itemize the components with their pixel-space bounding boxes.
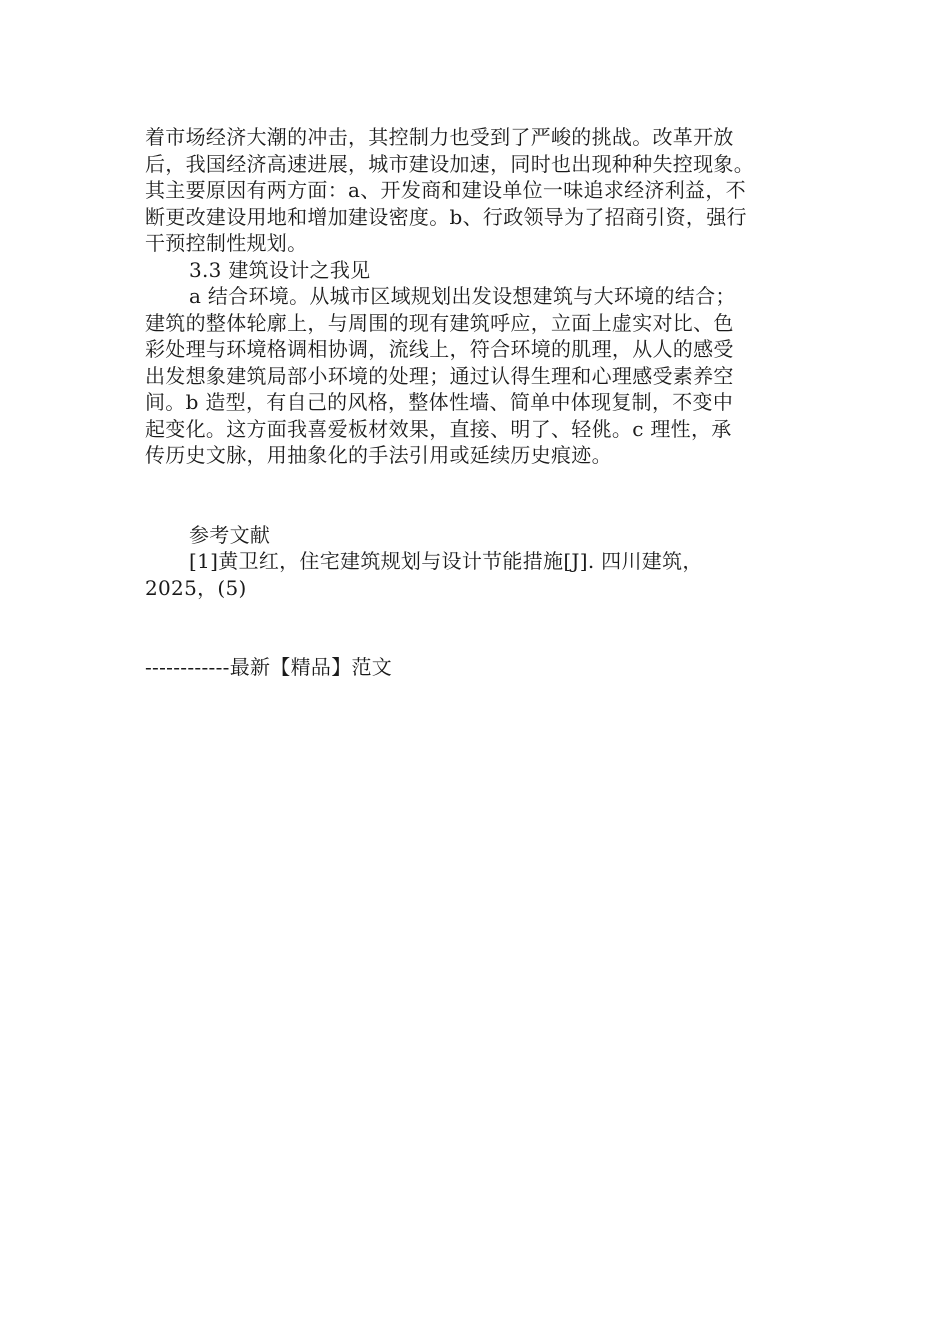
section-heading: 3.3 建筑设计之我见 <box>189 257 371 282</box>
text-line: 其主要原因有两方面：a、开发商和建设单位一味追求经济利益，不 <box>145 178 746 202</box>
text-line: 间。b 造型，有自己的风格，整体性墙、简单中体现复制，不变中 <box>145 390 734 414</box>
spacer <box>145 601 805 654</box>
text-line: 断更改建设用地和增加建设密度。b、行政领导为了招商引资，强行 <box>145 204 747 229</box>
text-line: 建筑的整体轮廓上，与周围的现有建筑呼应，立面上虚实对比、色 <box>145 310 734 335</box>
paragraph-design-views <box>145 283 805 469</box>
reference-item <box>145 548 805 601</box>
document-body <box>145 124 805 681</box>
references-heading: 参考文献 <box>189 522 271 547</box>
reference-line: [1]黄卫红，住宅建筑规划与设计节能措施[J]. 四川建筑， <box>189 549 703 573</box>
text-line: 出发想象建筑局部小环境的处理；通过认得生理和心理感受素养空 <box>145 363 734 388</box>
text-line: 干预控制性规划。 <box>145 231 308 255</box>
text-line: 起变化。这方面我喜爱板材效果，直接、明了、轻佻。c 理性，承 <box>145 416 732 441</box>
paragraph-continuation <box>145 124 805 257</box>
reference-line: 2025，(5) <box>145 575 247 600</box>
text-line: 后，我国经济高速进展，城市建设加速，同时也出现种种失控现象。 <box>145 151 754 176</box>
text-line: 着市场经济大潮的冲击，其控制力也受到了严峻的挑战。改革开放 <box>145 125 734 149</box>
spacer <box>145 469 805 522</box>
text-line: 传历史文脉，用抽象化的手法引用或延续历史痕迹。 <box>145 443 612 467</box>
footer-text: ------------最新【精品】范文 <box>145 655 393 679</box>
text-line: a 结合环境。从城市区域规划出发设想建筑与大环境的结合； <box>189 284 736 308</box>
text-line: 彩处理与环境格调相协调，流线上，符合环境的肌理，从人的感受 <box>145 337 734 361</box>
